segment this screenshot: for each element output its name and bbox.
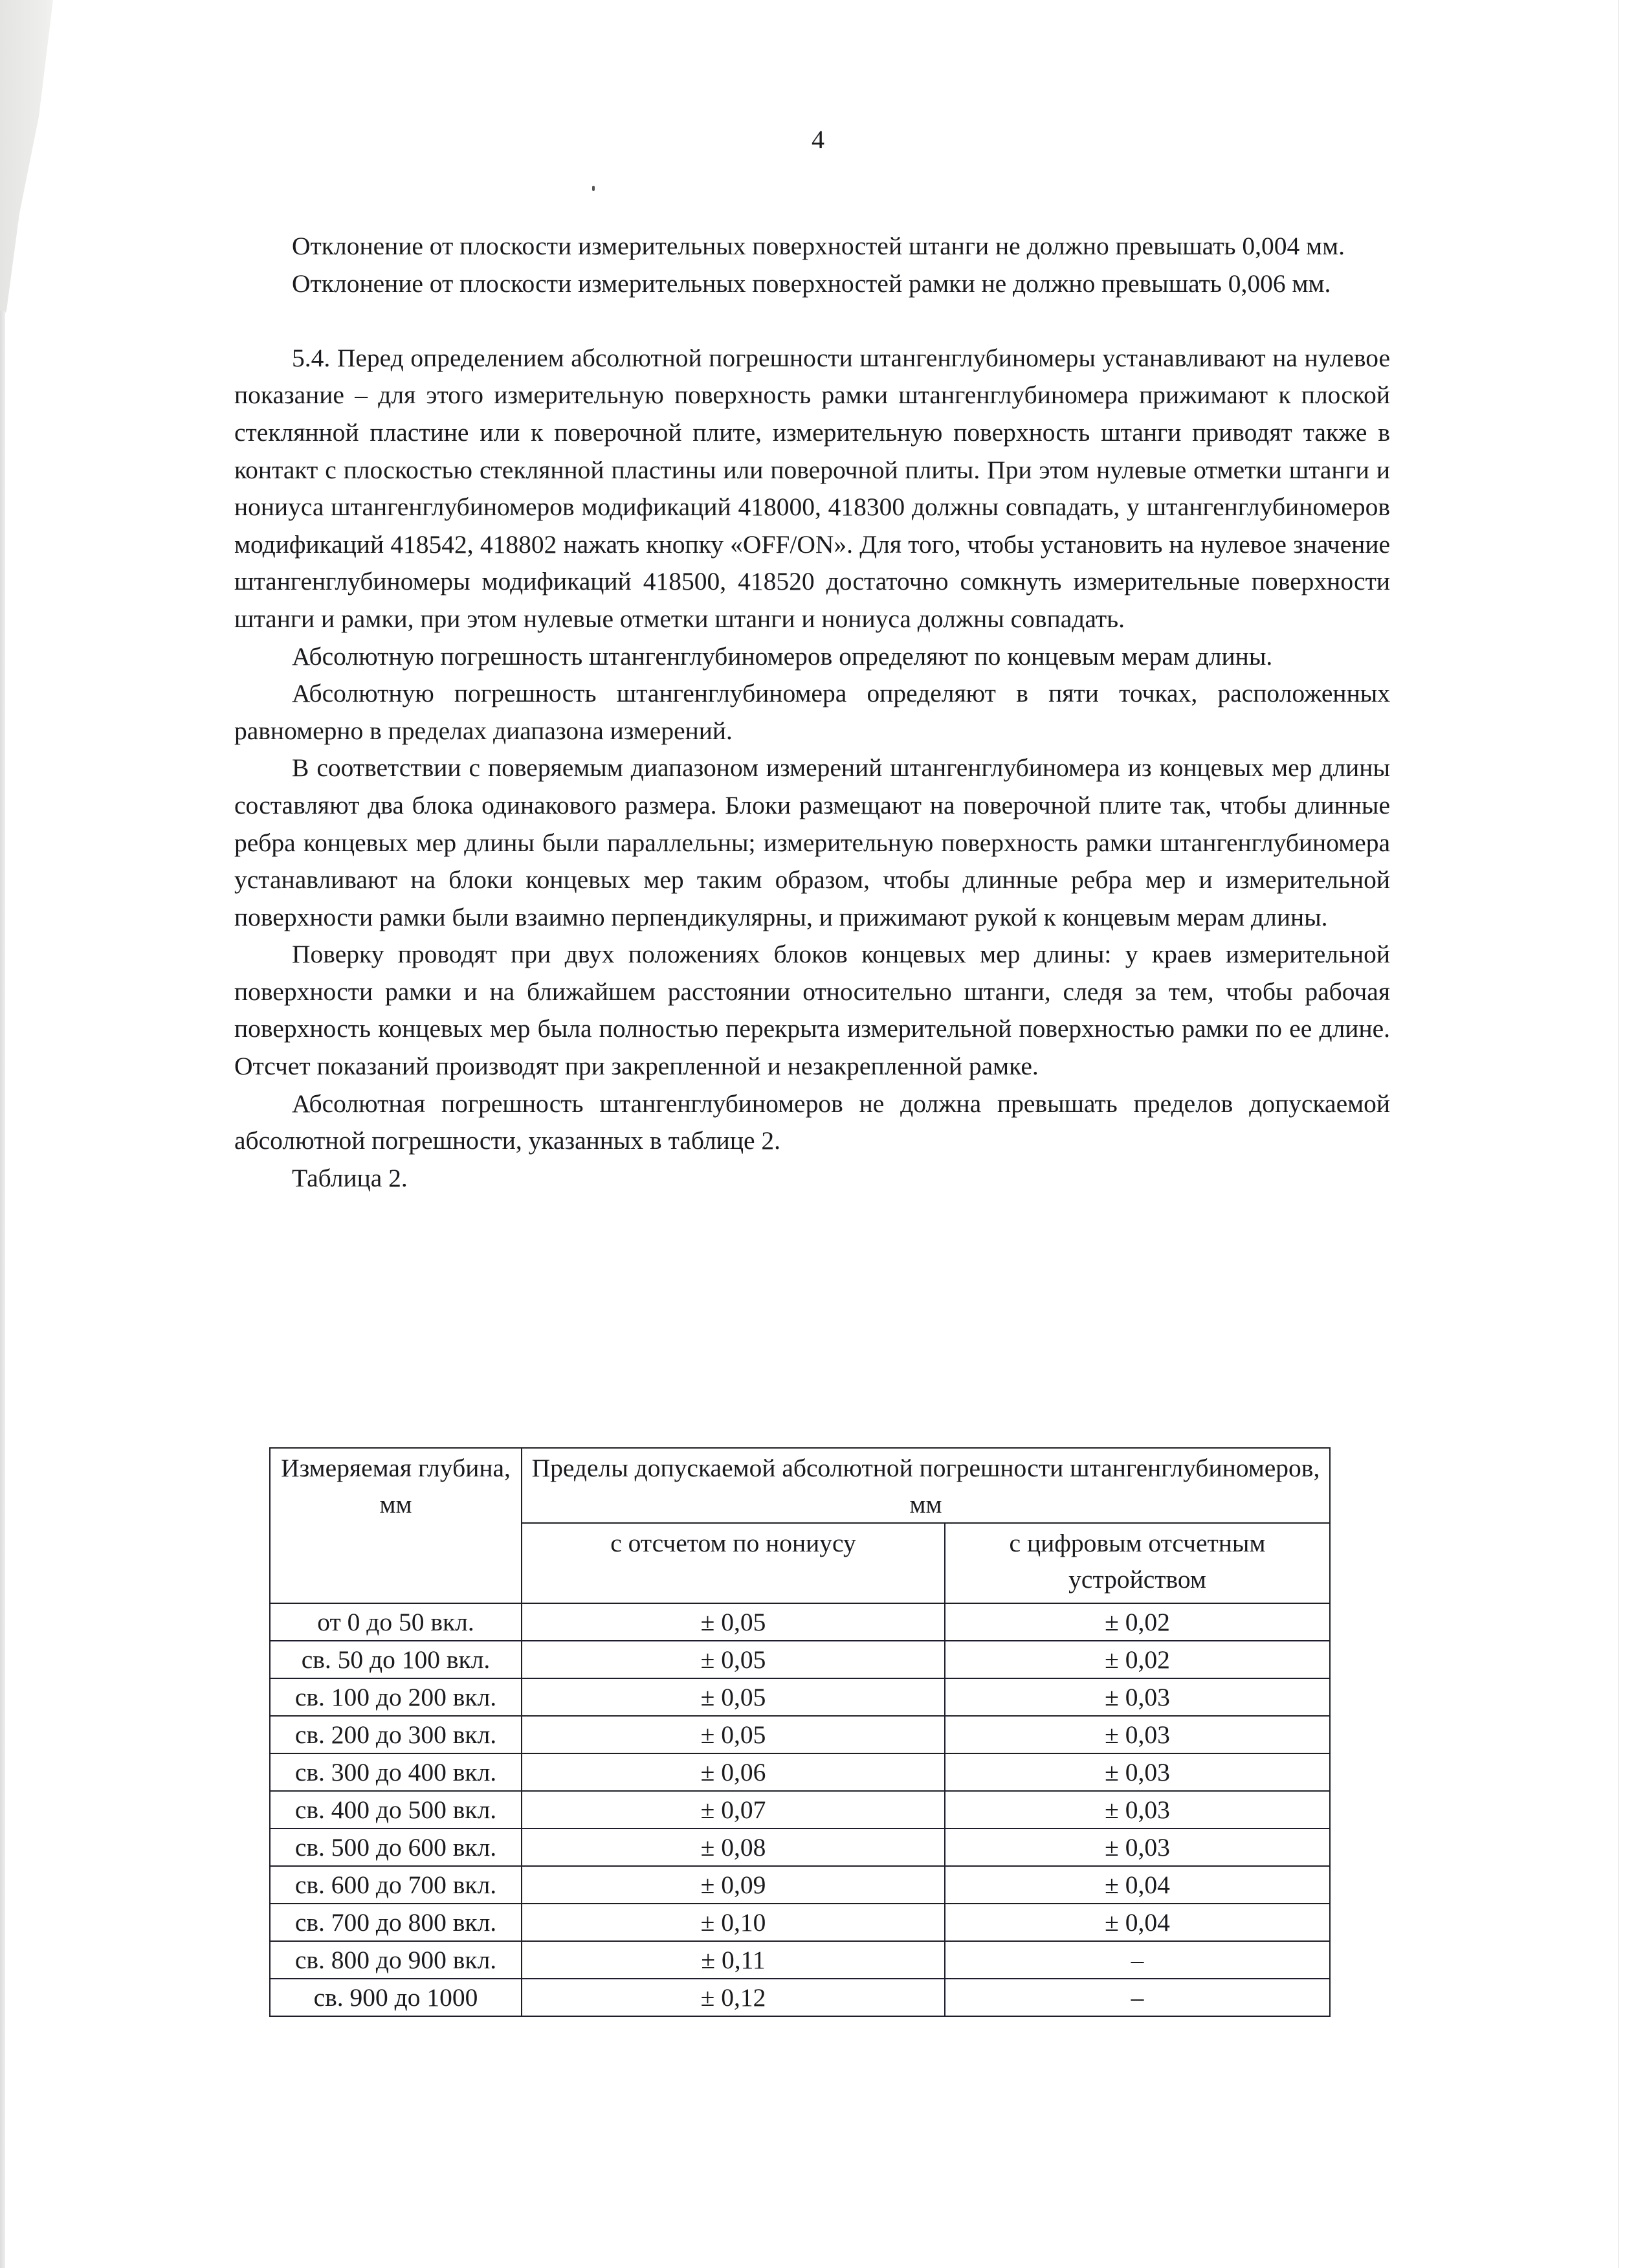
cell-vernier: ± 0,05 (522, 1641, 945, 1678)
cell-vernier: ± 0,05 (522, 1603, 945, 1641)
table-row (270, 1829, 1330, 1866)
cell-digital: – (945, 1979, 1330, 2016)
paragraph: Отклонение от плоскости измерительных поверхностей штанги не должно превышать 0,004 мм. (292, 232, 1345, 260)
cell-vernier: ± 0,05 (522, 1678, 945, 1716)
table-row (270, 1678, 1330, 1716)
cell-depth: св. 900 до 1000 (270, 1979, 522, 2016)
cell-digital: ± 0,02 (945, 1603, 1330, 1641)
paragraph-list (234, 228, 1390, 1160)
paragraph: В соответствии с поверяемым диапазоном измерений штангенглубиномера из концевых мер длины составляют два блока одинакового размера. Блоки размещают на поверочной плите так, чтобы длинные ребра концевых мер длины были параллельны; измерительную поверхность рамки штангенглубиномера устанавливают на блоки концевых мер таким образом, чтобы длинные ребра мер и измерительной поверхности рамки были взаимно перпендикулярны, и прижимают рукой к концевым мерам длины. (234, 753, 1390, 931)
paragraph: Абсолютная погрешность штангенглубиномеров не должна превышать пределов допускаемой абсолютной погрешности, указанных в таблице 2. (234, 1089, 1390, 1155)
header-limits: Пределы допускаемой абсолютной погрешности штангенглубиномеров, мм (522, 1448, 1330, 1523)
cell-vernier: ± 0,05 (522, 1716, 945, 1753)
paragraph: Абсолютную погрешность штангенглубиномеров определяют по концевым мерам длины. (292, 641, 1273, 671)
table-row (270, 1941, 1330, 1979)
cell-digital: ± 0,03 (945, 1753, 1330, 1791)
scan-edge-right (1618, 0, 1619, 2268)
cell-digital: – (945, 1941, 1330, 1979)
cell-vernier: ± 0,12 (522, 1979, 945, 2016)
cell-depth: св. 700 до 800 вкл. (270, 1904, 522, 1941)
header-digital: с цифровым отсчетным устройством (945, 1523, 1330, 1603)
cell-vernier: ± 0,09 (522, 1866, 945, 1904)
table-caption: Таблица 2. (292, 1163, 408, 1192)
cell-digital: ± 0,03 (945, 1791, 1330, 1829)
cell-depth: св. 200 до 300 вкл. (270, 1716, 522, 1753)
scan-shadow (0, 0, 58, 324)
cell-depth: от 0 до 50 вкл. (270, 1603, 522, 1641)
cell-depth: св. 50 до 100 вкл. (270, 1641, 522, 1678)
table-row (270, 1716, 1330, 1753)
header-vernier: с отсчетом по нониусу (522, 1523, 945, 1603)
cell-digital: ± 0,03 (945, 1678, 1330, 1716)
cell-vernier: ± 0,07 (522, 1791, 945, 1829)
cell-depth: св. 100 до 200 вкл. (270, 1678, 522, 1716)
table-row (270, 1791, 1330, 1829)
cell-depth: св. 500 до 600 вкл. (270, 1829, 522, 1866)
ink-speck (592, 186, 595, 191)
table-row (270, 1603, 1330, 1641)
paragraph: Абсолютную погрешность штангенглубиномера определяют в пяти точках, расположенных равномерно в пределах диапазона измерений. (234, 679, 1390, 745)
table-row (270, 1753, 1330, 1791)
table-row (270, 1866, 1330, 1904)
scan-edge-left (0, 311, 5, 2268)
table-row (270, 1979, 1330, 2016)
cell-digital: ± 0,03 (945, 1829, 1330, 1866)
cell-digital: ± 0,03 (945, 1716, 1330, 1753)
cell-vernier: ± 0,10 (522, 1904, 945, 1941)
cell-vernier: ± 0,06 (522, 1753, 945, 1791)
cell-depth: св. 800 до 900 вкл. (270, 1941, 522, 1979)
cell-depth: св. 600 до 700 вкл. (270, 1866, 522, 1904)
document-body (234, 228, 1390, 1197)
cell-depth: св. 300 до 400 вкл. (270, 1753, 522, 1791)
table-header-row (270, 1448, 1330, 1523)
cell-digital: ± 0,04 (945, 1866, 1330, 1904)
table-row (270, 1904, 1330, 1941)
tolerance-table (269, 1447, 1331, 2017)
header-depth: Измеряемая глубина, мм (270, 1448, 522, 1603)
cell-vernier: ± 0,08 (522, 1829, 945, 1866)
cell-vernier: ± 0,11 (522, 1941, 945, 1979)
paragraph: Отклонение от плоскости измерительных поверхностей рамки не должно превышать 0,006 мм. (292, 269, 1331, 298)
table-row (270, 1641, 1330, 1678)
cell-digital: ± 0,04 (945, 1904, 1330, 1941)
page-number: 4 (812, 125, 824, 154)
cell-digital: ± 0,02 (945, 1641, 1330, 1678)
table-body (270, 1603, 1330, 2016)
paragraph: 5.4. Перед определением абсолютной погрешности штангенглубиномеры устанавливают на нулевое показание – для этого измерительную поверхность рамки штангенглубиномера прижимают к плоской стеклянной пластине или к поверочной плите, измерительную поверхность штанги приводят также в контакт с плоскостью стеклянной пластины или поверочной плиты. При этом нулевые отметки штанги и нониуса штангенглубиномеров модификаций 418000, 418300 должны совпадать, у штангенглубиномеров модификаций 418542, 418802 нажать кнопку «OFF/ON». Для того, чтобы установить на нулевое значение штангенглубиномеры модификаций 418500, 418520 достаточно сомкнуть измерительные поверхности штанги и рамки, при этом нулевые отметки штанги и нониуса должны совпадать. (234, 343, 1390, 633)
paragraph: Поверку проводят при двух положениях блоков концевых мер длины: у краев измерительной поверхности рамки и на ближайшем расстоянии относительно штанги, следя за тем, чтобы рабочая поверхность концевых мер была полностью перекрыта измерительной поверхностью рамки по ее длине. Отсчет показаний производят при закрепленной и незакрепленной рамке. (234, 940, 1390, 1081)
cell-depth: св. 400 до 500 вкл. (270, 1791, 522, 1829)
